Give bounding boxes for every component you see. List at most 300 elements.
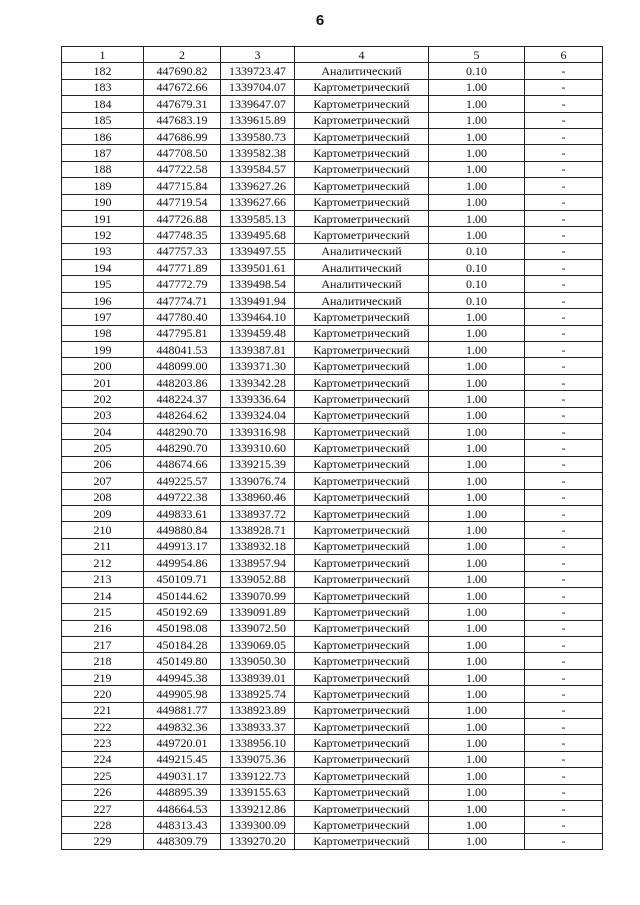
y-coordinate-cell: 1338932.18	[221, 538, 295, 554]
table-row	[62, 669, 603, 685]
method-cell: Картометрический	[295, 719, 429, 735]
point-number-cell: 211	[62, 538, 144, 554]
column-header: 5	[429, 47, 525, 63]
method-cell: Картометрический	[295, 833, 429, 849]
table-row	[62, 194, 603, 210]
note-cell: -	[525, 374, 603, 390]
note-cell: -	[525, 505, 603, 521]
accuracy-cell: 1.00	[429, 79, 525, 95]
y-coordinate-cell: 1338923.89	[221, 702, 295, 718]
x-coordinate-cell: 449225.57	[144, 473, 221, 489]
y-coordinate-cell: 1339582.38	[221, 145, 295, 161]
table-row	[62, 587, 603, 603]
method-cell: Картометрический	[295, 555, 429, 571]
page-number: 6	[315, 12, 325, 29]
point-number-cell: 226	[62, 784, 144, 800]
y-coordinate-cell: 1339342.28	[221, 374, 295, 390]
x-coordinate-cell: 447795.81	[144, 325, 221, 341]
y-coordinate-cell: 1339615.89	[221, 112, 295, 128]
x-coordinate-cell: 448290.70	[144, 440, 221, 456]
method-cell: Картометрический	[295, 391, 429, 407]
method-cell: Аналитический	[295, 276, 429, 292]
note-cell: -	[525, 292, 603, 308]
note-cell: -	[525, 325, 603, 341]
table-row	[62, 276, 603, 292]
x-coordinate-cell: 447757.33	[144, 243, 221, 259]
column-header: 4	[295, 47, 429, 63]
x-coordinate-cell: 447679.31	[144, 96, 221, 112]
x-coordinate-cell: 448264.62	[144, 407, 221, 423]
point-number-cell: 221	[62, 702, 144, 718]
x-coordinate-cell: 448224.37	[144, 391, 221, 407]
point-number-cell: 218	[62, 653, 144, 669]
table-row	[62, 407, 603, 423]
y-coordinate-cell: 1339627.26	[221, 178, 295, 194]
y-coordinate-cell: 1339050.30	[221, 653, 295, 669]
accuracy-cell: 0.10	[429, 276, 525, 292]
note-cell: -	[525, 161, 603, 177]
table-row	[62, 161, 603, 177]
y-coordinate-cell: 1338933.37	[221, 719, 295, 735]
point-number-cell: 191	[62, 210, 144, 226]
table-row	[62, 702, 603, 718]
x-coordinate-cell: 450192.69	[144, 604, 221, 620]
note-cell: -	[525, 276, 603, 292]
accuracy-cell: 1.00	[429, 227, 525, 243]
note-cell: -	[525, 817, 603, 833]
point-number-cell: 213	[62, 571, 144, 587]
point-number-cell: 189	[62, 178, 144, 194]
accuracy-cell: 1.00	[429, 538, 525, 554]
point-number-cell: 188	[62, 161, 144, 177]
y-coordinate-cell: 1339070.99	[221, 587, 295, 603]
point-number-cell: 203	[62, 407, 144, 423]
point-number-cell: 205	[62, 440, 144, 456]
x-coordinate-cell: 447672.66	[144, 79, 221, 95]
accuracy-cell: 1.00	[429, 587, 525, 603]
method-cell: Картометрический	[295, 505, 429, 521]
accuracy-cell: 1.00	[429, 325, 525, 341]
table-row	[62, 719, 603, 735]
note-cell: -	[525, 423, 603, 439]
point-number-cell: 201	[62, 374, 144, 390]
accuracy-cell: 1.00	[429, 604, 525, 620]
table-row	[62, 63, 603, 79]
point-number-cell: 183	[62, 79, 144, 95]
note-cell: -	[525, 145, 603, 161]
point-number-cell: 209	[62, 505, 144, 521]
accuracy-cell: 1.00	[429, 342, 525, 358]
table-row	[62, 96, 603, 112]
table-row	[62, 555, 603, 571]
x-coordinate-cell: 447715.84	[144, 178, 221, 194]
accuracy-cell: 1.00	[429, 505, 525, 521]
note-cell: -	[525, 227, 603, 243]
accuracy-cell: 1.00	[429, 800, 525, 816]
y-coordinate-cell: 1338925.74	[221, 686, 295, 702]
accuracy-cell: 0.10	[429, 292, 525, 308]
note-cell: -	[525, 555, 603, 571]
point-number-cell: 216	[62, 620, 144, 636]
x-coordinate-cell: 449905.98	[144, 686, 221, 702]
x-coordinate-cell: 448099.00	[144, 358, 221, 374]
x-coordinate-cell: 449720.01	[144, 735, 221, 751]
accuracy-cell: 1.00	[429, 833, 525, 849]
point-number-cell: 194	[62, 260, 144, 276]
method-cell: Картометрический	[295, 358, 429, 374]
note-cell: -	[525, 358, 603, 374]
table-row	[62, 751, 603, 767]
method-cell: Картометрический	[295, 538, 429, 554]
table-row	[62, 473, 603, 489]
point-number-cell: 220	[62, 686, 144, 702]
x-coordinate-cell: 449215.45	[144, 751, 221, 767]
point-number-cell: 195	[62, 276, 144, 292]
note-cell: -	[525, 260, 603, 276]
x-coordinate-cell: 450144.62	[144, 587, 221, 603]
accuracy-cell: 1.00	[429, 210, 525, 226]
method-cell: Картометрический	[295, 800, 429, 816]
x-coordinate-cell: 449833.61	[144, 505, 221, 521]
table-row	[62, 112, 603, 128]
note-cell: -	[525, 309, 603, 325]
x-coordinate-cell: 448664.53	[144, 800, 221, 816]
x-coordinate-cell: 449881.77	[144, 702, 221, 718]
table-row	[62, 620, 603, 636]
table-row	[62, 505, 603, 521]
note-cell: -	[525, 768, 603, 784]
x-coordinate-cell: 449722.38	[144, 489, 221, 505]
point-number-cell: 208	[62, 489, 144, 505]
x-coordinate-cell: 449913.17	[144, 538, 221, 554]
y-coordinate-cell: 1339580.73	[221, 128, 295, 144]
method-cell: Картометрический	[295, 522, 429, 538]
table-row	[62, 79, 603, 95]
method-cell: Картометрический	[295, 456, 429, 472]
accuracy-cell: 1.00	[429, 161, 525, 177]
x-coordinate-cell: 447686.99	[144, 128, 221, 144]
note-cell: -	[525, 833, 603, 849]
point-number-cell: 217	[62, 637, 144, 653]
y-coordinate-cell: 1339324.04	[221, 407, 295, 423]
x-coordinate-cell: 447772.79	[144, 276, 221, 292]
y-coordinate-cell: 1339584.57	[221, 161, 295, 177]
y-coordinate-cell: 1339627.66	[221, 194, 295, 210]
method-cell: Картометрический	[295, 587, 429, 603]
accuracy-cell: 1.00	[429, 489, 525, 505]
y-coordinate-cell: 1339459.48	[221, 325, 295, 341]
y-coordinate-cell: 1339310.60	[221, 440, 295, 456]
point-number-cell: 212	[62, 555, 144, 571]
y-coordinate-cell: 1339122.73	[221, 768, 295, 784]
table-row	[62, 325, 603, 341]
method-cell: Аналитический	[295, 260, 429, 276]
x-coordinate-cell: 450109.71	[144, 571, 221, 587]
point-number-cell: 182	[62, 63, 144, 79]
method-cell: Картометрический	[295, 653, 429, 669]
column-header: 6	[525, 47, 603, 63]
note-cell: -	[525, 407, 603, 423]
method-cell: Картометрический	[295, 161, 429, 177]
method-cell: Картометрический	[295, 112, 429, 128]
point-number-cell: 214	[62, 587, 144, 603]
method-cell: Картометрический	[295, 669, 429, 685]
method-cell: Аналитический	[295, 63, 429, 79]
y-coordinate-cell: 1339464.10	[221, 309, 295, 325]
table-row	[62, 145, 603, 161]
method-cell: Картометрический	[295, 374, 429, 390]
method-cell: Картометрический	[295, 342, 429, 358]
point-number-cell: 197	[62, 309, 144, 325]
table-row	[62, 768, 603, 784]
x-coordinate-cell: 448203.86	[144, 374, 221, 390]
accuracy-cell: 1.00	[429, 309, 525, 325]
table-row	[62, 538, 603, 554]
x-coordinate-cell: 447722.58	[144, 161, 221, 177]
x-coordinate-cell: 447726.88	[144, 210, 221, 226]
table-row	[62, 456, 603, 472]
table-row	[62, 571, 603, 587]
method-cell: Картометрический	[295, 145, 429, 161]
note-cell: -	[525, 522, 603, 538]
point-number-cell: 210	[62, 522, 144, 538]
y-coordinate-cell: 1339075.36	[221, 751, 295, 767]
point-number-cell: 215	[62, 604, 144, 620]
point-number-cell: 192	[62, 227, 144, 243]
point-number-cell: 228	[62, 817, 144, 833]
y-coordinate-cell: 1339387.81	[221, 342, 295, 358]
point-number-cell: 199	[62, 342, 144, 358]
y-coordinate-cell: 1339300.09	[221, 817, 295, 833]
table-row	[62, 637, 603, 653]
method-cell: Картометрический	[295, 784, 429, 800]
x-coordinate-cell: 447719.54	[144, 194, 221, 210]
x-coordinate-cell: 447774.71	[144, 292, 221, 308]
note-cell: -	[525, 686, 603, 702]
x-coordinate-cell: 447780.40	[144, 309, 221, 325]
method-cell: Картометрический	[295, 309, 429, 325]
method-cell: Картометрический	[295, 210, 429, 226]
column-header: 1	[62, 47, 144, 63]
table-row	[62, 342, 603, 358]
method-cell: Картометрический	[295, 423, 429, 439]
y-coordinate-cell: 1338960.46	[221, 489, 295, 505]
method-cell: Картометрический	[295, 702, 429, 718]
accuracy-cell: 1.00	[429, 358, 525, 374]
note-cell: -	[525, 473, 603, 489]
y-coordinate-cell: 1339212.86	[221, 800, 295, 816]
note-cell: -	[525, 210, 603, 226]
point-number-cell: 224	[62, 751, 144, 767]
y-coordinate-cell: 1339091.89	[221, 604, 295, 620]
point-number-cell: 219	[62, 669, 144, 685]
note-cell: -	[525, 620, 603, 636]
note-cell: -	[525, 587, 603, 603]
accuracy-cell: 1.00	[429, 719, 525, 735]
table-row	[62, 292, 603, 308]
table-row	[62, 260, 603, 276]
accuracy-cell: 1.00	[429, 423, 525, 439]
point-number-cell: 186	[62, 128, 144, 144]
x-coordinate-cell: 449880.84	[144, 522, 221, 538]
accuracy-cell: 1.00	[429, 620, 525, 636]
x-coordinate-cell: 448674.66	[144, 456, 221, 472]
y-coordinate-cell: 1339371.30	[221, 358, 295, 374]
accuracy-cell: 1.00	[429, 751, 525, 767]
y-coordinate-cell: 1338956.10	[221, 735, 295, 751]
method-cell: Картометрический	[295, 407, 429, 423]
accuracy-cell: 1.00	[429, 784, 525, 800]
method-cell: Картометрический	[295, 751, 429, 767]
note-cell: -	[525, 342, 603, 358]
note-cell: -	[525, 96, 603, 112]
note-cell: -	[525, 194, 603, 210]
y-coordinate-cell: 1339498.54	[221, 276, 295, 292]
x-coordinate-cell: 447708.50	[144, 145, 221, 161]
point-number-cell: 200	[62, 358, 144, 374]
table-row	[62, 604, 603, 620]
y-coordinate-cell: 1339501.61	[221, 260, 295, 276]
x-coordinate-cell: 449832.36	[144, 719, 221, 735]
point-number-cell: 193	[62, 243, 144, 259]
x-coordinate-cell: 448313.43	[144, 817, 221, 833]
point-number-cell: 227	[62, 800, 144, 816]
point-number-cell: 206	[62, 456, 144, 472]
table-row	[62, 128, 603, 144]
method-cell: Картометрический	[295, 194, 429, 210]
note-cell: -	[525, 456, 603, 472]
x-coordinate-cell: 447690.82	[144, 63, 221, 79]
accuracy-cell: 1.00	[429, 112, 525, 128]
method-cell: Картометрический	[295, 227, 429, 243]
y-coordinate-cell: 1339585.13	[221, 210, 295, 226]
accuracy-cell: 0.10	[429, 243, 525, 259]
y-coordinate-cell: 1339647.07	[221, 96, 295, 112]
x-coordinate-cell: 448290.70	[144, 423, 221, 439]
table-row	[62, 735, 603, 751]
table-row	[62, 489, 603, 505]
point-number-cell: 196	[62, 292, 144, 308]
note-cell: -	[525, 571, 603, 587]
accuracy-cell: 1.00	[429, 473, 525, 489]
note-cell: -	[525, 653, 603, 669]
accuracy-cell: 1.00	[429, 768, 525, 784]
method-cell: Картометрический	[295, 178, 429, 194]
method-cell: Картометрический	[295, 768, 429, 784]
table-row	[62, 817, 603, 833]
accuracy-cell: 1.00	[429, 178, 525, 194]
accuracy-cell: 1.00	[429, 555, 525, 571]
table-row	[62, 653, 603, 669]
accuracy-cell: 1.00	[429, 374, 525, 390]
method-cell: Картометрический	[295, 79, 429, 95]
y-coordinate-cell: 1339704.07	[221, 79, 295, 95]
table-row	[62, 178, 603, 194]
y-coordinate-cell: 1338939.01	[221, 669, 295, 685]
table-row	[62, 440, 603, 456]
note-cell: -	[525, 784, 603, 800]
point-number-cell: 185	[62, 112, 144, 128]
accuracy-cell: 0.10	[429, 260, 525, 276]
note-cell: -	[525, 391, 603, 407]
table-row	[62, 227, 603, 243]
method-cell: Картометрический	[295, 817, 429, 833]
note-cell: -	[525, 735, 603, 751]
method-cell: Картометрический	[295, 325, 429, 341]
y-coordinate-cell: 1339316.98	[221, 423, 295, 439]
x-coordinate-cell: 450149.80	[144, 653, 221, 669]
accuracy-cell: 1.00	[429, 128, 525, 144]
point-number-cell: 198	[62, 325, 144, 341]
y-coordinate-cell: 1339052.88	[221, 571, 295, 587]
x-coordinate-cell: 448895.39	[144, 784, 221, 800]
point-number-cell: 202	[62, 391, 144, 407]
y-coordinate-cell: 1339495.68	[221, 227, 295, 243]
accuracy-cell: 1.00	[429, 817, 525, 833]
note-cell: -	[525, 669, 603, 685]
y-coordinate-cell: 1339336.64	[221, 391, 295, 407]
y-coordinate-cell: 1338937.72	[221, 505, 295, 521]
point-number-cell: 187	[62, 145, 144, 161]
table-row	[62, 210, 603, 226]
y-coordinate-cell: 1339723.47	[221, 63, 295, 79]
accuracy-cell: 1.00	[429, 735, 525, 751]
accuracy-cell: 1.00	[429, 686, 525, 702]
column-header: 2	[144, 47, 221, 63]
note-cell: -	[525, 489, 603, 505]
table-row	[62, 784, 603, 800]
note-cell: -	[525, 637, 603, 653]
point-number-cell: 225	[62, 768, 144, 784]
x-coordinate-cell: 448041.53	[144, 342, 221, 358]
accuracy-cell: 1.00	[429, 522, 525, 538]
accuracy-cell: 1.00	[429, 637, 525, 653]
x-coordinate-cell: 450198.08	[144, 620, 221, 636]
note-cell: -	[525, 604, 603, 620]
note-cell: -	[525, 128, 603, 144]
y-coordinate-cell: 1339497.55	[221, 243, 295, 259]
point-number-cell: 204	[62, 423, 144, 439]
table-row	[62, 309, 603, 325]
method-cell: Картометрический	[295, 473, 429, 489]
note-cell: -	[525, 751, 603, 767]
table-row	[62, 686, 603, 702]
note-cell: -	[525, 702, 603, 718]
coordinates-table	[61, 46, 603, 850]
point-number-cell: 184	[62, 96, 144, 112]
table-row	[62, 358, 603, 374]
x-coordinate-cell: 450184.28	[144, 637, 221, 653]
note-cell: -	[525, 63, 603, 79]
accuracy-cell: 0.10	[429, 63, 525, 79]
table-row	[62, 243, 603, 259]
y-coordinate-cell: 1338957.94	[221, 555, 295, 571]
table-row	[62, 423, 603, 439]
method-cell: Картометрический	[295, 620, 429, 636]
table-row	[62, 833, 603, 849]
method-cell: Картометрический	[295, 637, 429, 653]
note-cell: -	[525, 440, 603, 456]
note-cell: -	[525, 112, 603, 128]
note-cell: -	[525, 243, 603, 259]
point-number-cell: 223	[62, 735, 144, 751]
point-number-cell: 190	[62, 194, 144, 210]
accuracy-cell: 1.00	[429, 456, 525, 472]
method-cell: Аналитический	[295, 243, 429, 259]
y-coordinate-cell: 1339155.63	[221, 784, 295, 800]
point-number-cell: 207	[62, 473, 144, 489]
y-coordinate-cell: 1339270.20	[221, 833, 295, 849]
